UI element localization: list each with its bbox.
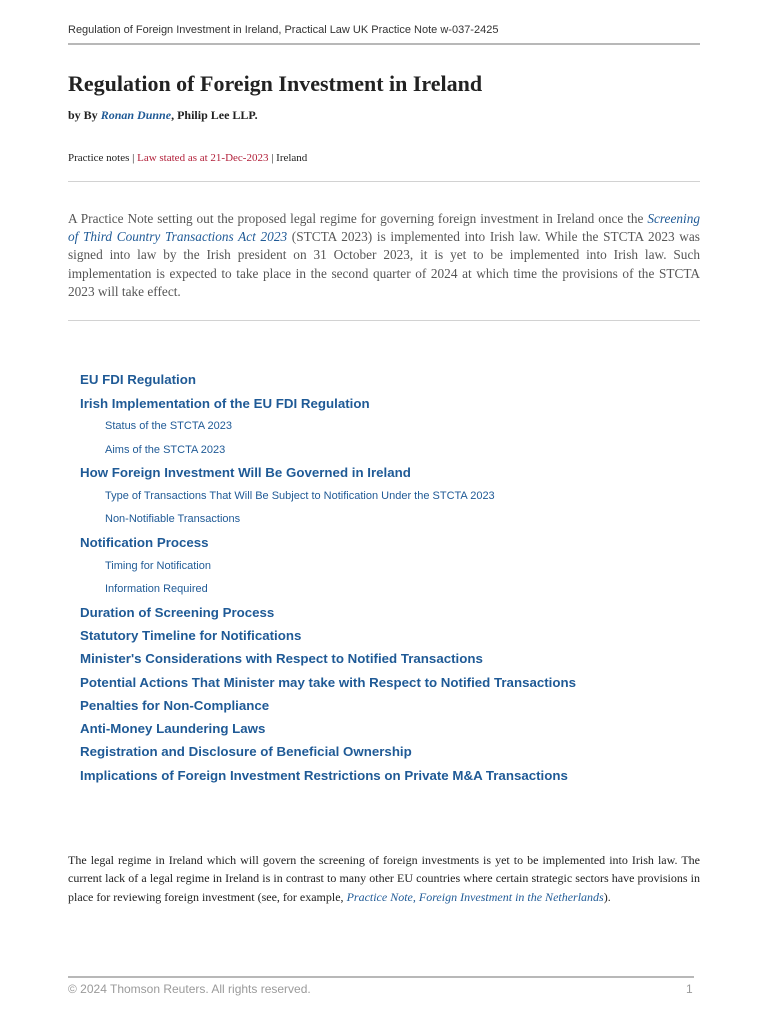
- footer-divider: [68, 976, 694, 978]
- meta-divider: [68, 181, 700, 182]
- toc-link-aims-of-stcta[interactable]: Aims of the STCTA 2023: [105, 444, 226, 456]
- meta-separator: |: [129, 152, 138, 164]
- toc-link-duration[interactable]: Duration of Screening Process: [80, 605, 275, 620]
- netherlands-practice-note-link[interactable]: Practice Note, Foreign Investment in the Netherlands: [346, 889, 604, 904]
- toc-link-information-required[interactable]: Information Required: [105, 583, 208, 595]
- toc-link-eu-fdi-regulation[interactable]: EU FDI Regulation: [80, 372, 196, 387]
- toc-link-ministers-considerations[interactable]: Minister's Considerations with Respect to Notified Transactions: [80, 651, 483, 666]
- toc-link-non-notifiable[interactable]: Non-Notifiable Transactions: [105, 513, 241, 525]
- author-link[interactable]: Ronan Dunne: [100, 108, 172, 122]
- document-meta: [68, 152, 307, 164]
- law-stated-date: Law stated as at 21-Dec-2023: [137, 152, 269, 164]
- meta-separator: |: [268, 152, 277, 164]
- toc-link-how-governed[interactable]: How Foreign Investment Will Be Governed in Ireland: [80, 465, 411, 480]
- toc-link-status-of-stcta[interactable]: Status of the STCTA 2023: [105, 420, 232, 432]
- toc-link-anti-money-laundering[interactable]: Anti-Money Laundering Laws: [80, 721, 266, 736]
- body-text: The legal regime in Ireland which will govern the screening of foreign investments is yet to be implemented into Irish law. The current lack of a legal regime in Ireland is in contrast to many other EU countries where certain strategic sectors have provisions in place for reviewing foreign investment (see, for example,: [68, 853, 700, 904]
- page-number: 1: [686, 982, 693, 996]
- toc-link-type-of-transactions[interactable]: Type of Transactions That Will Be Subject to Notification Under the STCTA 2023: [105, 490, 495, 502]
- toc-link-statutory-timeline[interactable]: Statutory Timeline for Notifications: [80, 628, 302, 643]
- jurisdiction: Ireland: [276, 152, 308, 164]
- toc-link-irish-implementation[interactable]: Irish Implementation of the EU FDI Regulation: [80, 396, 370, 411]
- body-paragraph: [68, 851, 700, 906]
- byline: [68, 108, 258, 123]
- byline-firm: , Philip Lee LLP.: [171, 108, 258, 122]
- toc-link-penalties[interactable]: Penalties for Non-Compliance: [80, 698, 270, 713]
- stcta-act-link[interactable]: Screening of Third Country Transactions Act 2023: [68, 211, 700, 245]
- document-title: Regulation of Foreign Investment in Ireland: [68, 71, 483, 96]
- header-divider: [68, 43, 700, 45]
- toc-link-notification-process[interactable]: Notification Process: [80, 535, 209, 550]
- abstract-divider: [68, 320, 700, 321]
- abstract-text: A Practice Note setting out the proposed legal regime for governing foreign investment in Ireland once the: [68, 211, 648, 226]
- abstract: [68, 210, 700, 301]
- toc-link-timing[interactable]: Timing for Notification: [105, 560, 211, 572]
- document-type: Practice notes: [68, 152, 130, 164]
- byline-prefix: by By: [68, 108, 101, 122]
- copyright-notice: © 2024 Thomson Reuters. All rights reserved.: [68, 982, 311, 996]
- toc-link-implications-ma[interactable]: Implications of Foreign Investment Restrictions on Private M&A Transactions: [80, 768, 568, 783]
- toc-link-potential-actions[interactable]: Potential Actions That Minister may take with Respect to Notified Transactions: [80, 675, 577, 690]
- toc-link-beneficial-ownership[interactable]: Registration and Disclosure of Beneficial Ownership: [80, 744, 412, 759]
- body-text: ).: [603, 889, 611, 904]
- abstract-text: (STCTA 2023) is implemented into Irish law. While the STCTA 2023 was signed into law by the Irish president on 31 October 2023, it is yet to be implemented into Irish law. Such implementation is expected to take place in the second quarter of 2024 at which time the provisions of the STCTA 2023 will take effect.: [68, 229, 700, 299]
- running-header: Regulation of Foreign Investment in Ireland, Practical Law UK Practice Note w-037-2425: [68, 24, 499, 36]
